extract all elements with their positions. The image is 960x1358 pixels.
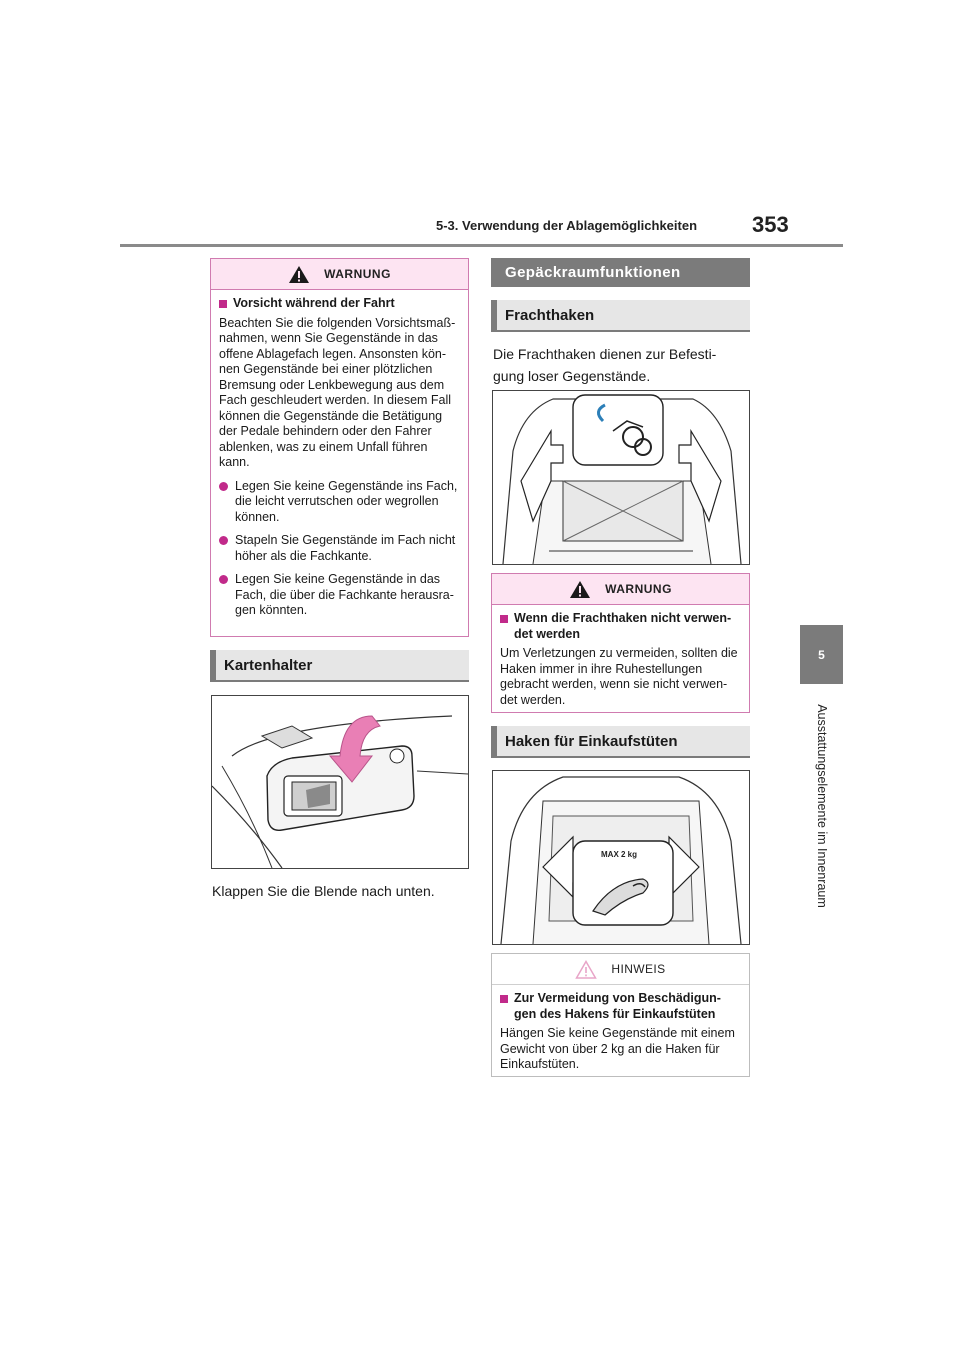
note-paragraph: Hängen Sie keine Gegenstände mit einem Gewicht von über 2 kg an die Haken für Einkaufstüten. <box>500 1026 735 1071</box>
warning-bullet: Legen Sie keine Gegenstände in das Fach, die über die Fachkante herausra-gen könnten. <box>219 572 460 619</box>
cargo-hooks-text: Die Frachthaken dienen zur Befesti-gung loser Gegenstände. <box>493 346 717 384</box>
warning-triangle-icon <box>288 265 310 284</box>
warning-header <box>492 574 749 605</box>
warning-title: WARNUNG <box>605 582 672 596</box>
section-heading-bag-hooks: Haken für Einkaufstüten <box>491 726 750 758</box>
section-heading-luggage: Gepäckraumfunktionen <box>491 258 750 287</box>
chapter-label: Ausstattungselemente im Innenraum <box>815 704 829 908</box>
warning-paragraph: Um Verletzungen zu vermeiden, sollten die Haken immer in ihre Ruhestellungen gebracht werden, wenn sie nicht verwen-det werden. <box>500 646 738 707</box>
section-heading-cargo-hooks: Frachthaken <box>491 300 750 332</box>
warning-header <box>211 259 468 290</box>
cargo-hooks-illustration <box>492 390 750 565</box>
max-weight-label: MAX 2 kg <box>601 850 638 859</box>
header-divider <box>120 244 843 247</box>
section-title: 5-3. Verwendung der Ablagemöglichkeiten <box>436 218 698 233</box>
note-title: HINWEIS <box>611 962 666 976</box>
caution-triangle-icon <box>575 960 597 979</box>
warning-bullet: Legen Sie keine Gegenstände ins Fach, die leicht verrutschen oder wegrollen können. <box>219 479 460 526</box>
note-box <box>491 953 750 1077</box>
chapter-number: 5 <box>818 647 825 662</box>
note-header <box>492 954 749 985</box>
page-number: 353 <box>752 212 789 237</box>
bag-hook-illustration <box>492 770 750 945</box>
warning-box-cargo-hooks <box>491 573 750 713</box>
warning-heading: Wenn die Frachthaken nicht verwen-det werden <box>500 611 741 642</box>
card-holder-caption: Klappen Sie die Blende nach unten. <box>212 883 435 899</box>
warning-heading: Vorsicht während der Fahrt <box>219 296 460 312</box>
warning-paragraph: Beachten Sie die folgenden Vorsichtsmaß-nahmen, wenn Sie Gegenstände in das offene Ablagefach legen. Ansonsten kön-nen Gegenstände bei einer plötzlichen Bremsung oder Lenkbewegung aus dem Fach geschleudert werden. In diesem Fall können die Gegenstände die Betätigung der Pedale behindern oder den Fahrer ablenken, was zu einem Unfall führen kann. <box>219 315 456 469</box>
chapter-tab <box>800 625 843 684</box>
warning-triangle-icon <box>569 580 591 599</box>
warning-box-storage <box>210 258 469 637</box>
section-heading-card-holder: Kartenhalter <box>210 650 469 682</box>
note-heading: Zur Vermeidung von Beschädigun-gen des Hakens für Einkaufstüten <box>500 991 741 1022</box>
sun-visor-illustration <box>211 695 469 869</box>
warning-title: WARNUNG <box>324 267 391 281</box>
warning-bullet: Stapeln Sie Gegenstände im Fach nicht höher als die Fachkante. <box>219 533 460 564</box>
